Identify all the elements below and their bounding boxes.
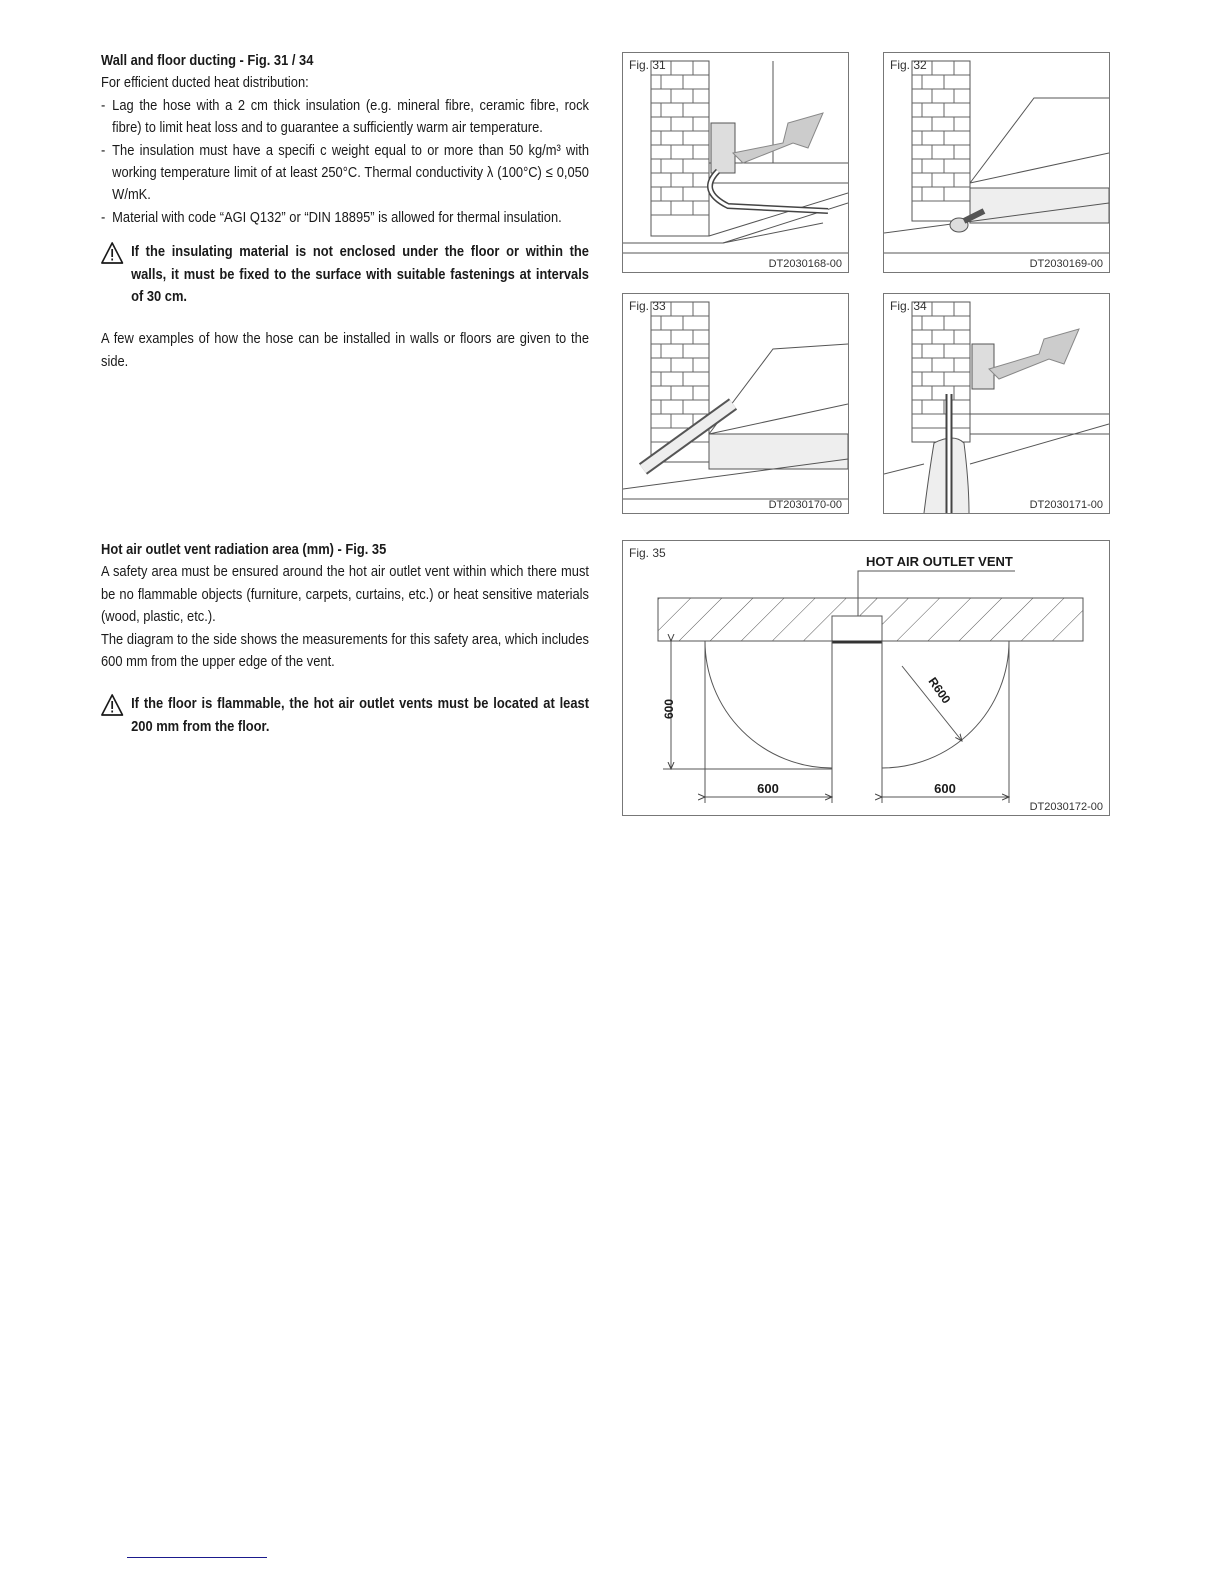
list-item: - Material with code “AGI Q132” or “DIN 18895” is allowed for thermal insulation. (101, 207, 589, 229)
duct-floor-outlet-illustration (884, 53, 1109, 272)
footer-rule (127, 1557, 267, 1558)
warning-note (101, 693, 589, 738)
duct-vertical-wall-illustration (884, 294, 1109, 513)
section-paragraph: A safety area must be ensured around the hot air outlet vent within which there must be no flammable objects (furniture, carpets, curtains, etc.) or heat sensitive materials (wood, plastic, etc.). (101, 563, 589, 626)
warning-icon (101, 242, 123, 264)
drawing-code: DT2030171-00 (1029, 499, 1103, 511)
duct-wall-floor-illustration (623, 294, 848, 513)
radius-label: R600 (925, 674, 954, 707)
list-item: - The insulation must have a specifi c weight equal to or more than 50 kg/m³ with working temperature limit of at least 250°C. Thermal conductivity λ (100°C) ≤ 0,050 W/mK. (101, 140, 589, 207)
warning-note (101, 241, 589, 308)
dimension-right: 600 (934, 781, 956, 796)
warning-text: If the insulating material is not enclosed under the floor or within the walls, it must be fixed to the surface with suitable fastenings at intervals of 30 cm. (131, 243, 589, 306)
section-wall-floor-ducting (101, 50, 589, 373)
drawing-code: DT2030172-00 (1029, 801, 1103, 813)
duct-wall-outlet-illustration (623, 53, 848, 272)
radiation-area-diagram (623, 541, 1109, 815)
figure-32 (883, 52, 1110, 273)
figure-34 (883, 293, 1110, 514)
drawing-code: DT2030168-00 (768, 258, 842, 270)
warning-icon (101, 694, 123, 716)
figure-label: Fig. 33 (629, 299, 666, 313)
vent-label: HOT AIR OUTLET VENT (866, 554, 1013, 569)
examples-text: A few examples of how the hose can be installed in walls or floors are given to the side. (101, 330, 589, 370)
figure-label: Fig. 34 (890, 299, 927, 313)
figure-35 (622, 540, 1110, 816)
warning-text: If the floor is flammable, the hot air outlet vents must be located at least 200 mm from the floor. (131, 695, 589, 735)
list-item: - Lag the hose with a 2 cm thick insulation (e.g. mineral fibre, ceramic fibre, rock fibre) to limit heat loss and to guarantee a sufficiently warm air temperature. (101, 95, 589, 140)
drawing-code: DT2030169-00 (1029, 258, 1103, 270)
dimension-left: 600 (757, 781, 779, 796)
section-heading: Hot air outlet vent radiation area (mm) - Fig. 35 (101, 541, 387, 558)
section-heading: Wall and floor ducting - Fig. 31 / 34 (101, 52, 314, 69)
figure-31 (622, 52, 849, 273)
drawing-code: DT2030170-00 (768, 499, 842, 511)
figure-label: Fig. 31 (629, 58, 666, 72)
section-hot-air-radiation (101, 539, 589, 738)
requirements-list (101, 95, 589, 229)
section-intro: For efficient ducted heat distribution: (101, 74, 309, 92)
section-paragraph: The diagram to the side shows the measurements for this safety area, which includes 600 mm from the upper edge of the vent. (101, 630, 589, 671)
dimension-vertical: 600 (662, 698, 676, 720)
figure-33 (622, 293, 849, 514)
figure-label: Fig. 32 (890, 58, 927, 72)
figure-label: Fig. 35 (629, 546, 666, 560)
